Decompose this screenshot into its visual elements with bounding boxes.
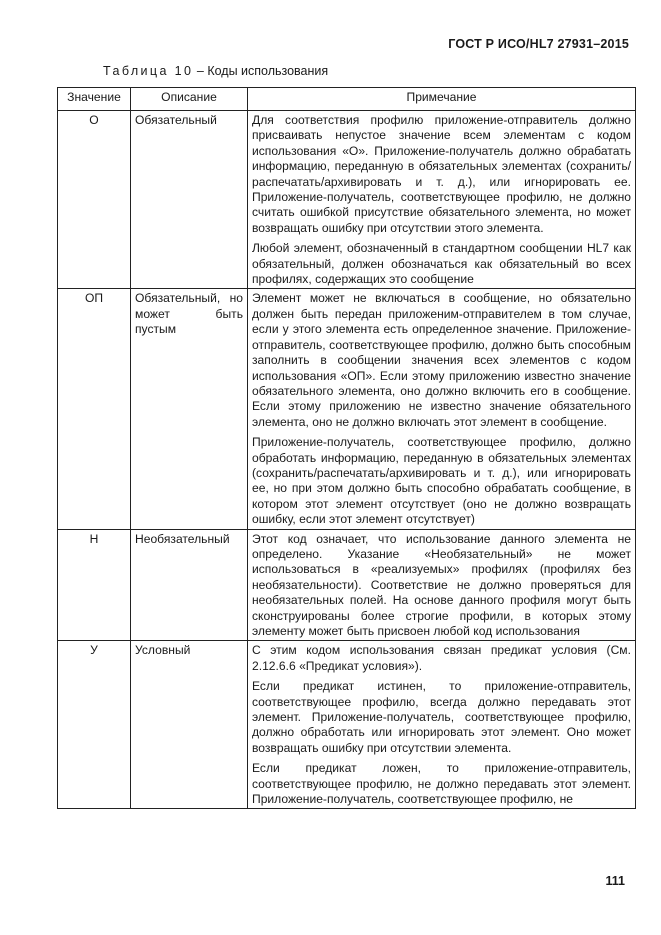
note-paragraph: Элемент может не включаться в сообщение, но обязательно должен быть передан приложеним-отправителем в том случае, если у этого элемента есть определенное значение. Приложение-отправитель, соответствующее профилю, должно быть способным заполнить в сообщении значения всех элементов с кодом использования «ОП». Если этому приложению известно значение обязательного элемента, оно должно включить его в сообщение. Если этому приложению не известно значение обязательного элемента, оно не должно включать этот элемент в сообщение. bbox=[252, 291, 631, 429]
page-number: 111 bbox=[605, 874, 625, 888]
document-id: ГОСТ Р ИСО/HL7 27931–2015 bbox=[448, 37, 629, 51]
note-cell bbox=[248, 529, 636, 641]
note-paragraph: Любой элемент, обозначенный в стандартном сообщении HL7 как обязательный, должен обозначаться как обязательный во всех профилях, содержащих это сообщение bbox=[252, 241, 631, 287]
table-row bbox=[58, 641, 636, 809]
description-cell: Необязательный bbox=[131, 529, 248, 641]
note-paragraph: Для соответствия профилю приложение-отправитель должно присваивать непустое значение всем элементам с кодом использования «О». Приложение-получатель должно обрабатать информацию, переданную в обязательных элементах (сохранить/распечатать/архивировать и т. д.), или игнорировать ее. Приложение-получатель, соответствующее профилю, не должно считать ошибкой присутствие обязательного элемента, но может возвращать ошибку при отсутствии этого элемента. bbox=[252, 113, 631, 235]
code-cell: О bbox=[58, 111, 131, 289]
note-cell bbox=[248, 289, 636, 529]
description-cell: Условный bbox=[131, 641, 248, 809]
note-paragraph: Если предикат истинен, то приложение-отправитель, соответствующее профилю, всегда должно передавать этот элемент. Приложение-получатель, соответствующее профилю, должно обработать или игнорировать этот элемент. Оно может возвращать ошибку при отсутствии элемента. bbox=[252, 679, 631, 755]
code-cell: ОП bbox=[58, 289, 131, 529]
table-row bbox=[58, 529, 636, 641]
code-cell: Н bbox=[58, 529, 131, 641]
table-caption bbox=[103, 64, 328, 78]
table-row bbox=[58, 289, 636, 529]
table-caption-label: Таблица 10 bbox=[103, 64, 194, 78]
note-cell bbox=[248, 111, 636, 289]
code-cell: У bbox=[58, 641, 131, 809]
description-cell: Обязательный, но может быть пустым bbox=[131, 289, 248, 529]
column-header-note: Примечание bbox=[248, 88, 636, 111]
note-paragraph: Этот код означает, что использование данного элемента не определено. Указание «Необязательный» не может использоваться в «реализуемых» профилях (профилях без необязательности). Соответствие не должно проверяться для необязательных полей. На основе данного профиля могут быть сконструированы более строгие профили, в которых этому элементу может быть присвоен любой код использования bbox=[252, 531, 631, 638]
description-cell: Обязательный bbox=[131, 111, 248, 289]
column-header-value: Значение bbox=[58, 88, 131, 111]
column-header-description: Описание bbox=[131, 88, 248, 111]
table-caption-dash: – bbox=[196, 64, 204, 78]
note-paragraph: С этим кодом использования связан предикат условия (См. 2.12.6.6 «Предикат условия»). bbox=[252, 643, 631, 673]
note-paragraph: Если предикат ложен, то приложение-отправитель, соответствующее профилю, не должно передавать этот элемент. Приложение-получатель, соответствующее профилю, не bbox=[252, 761, 631, 807]
table-row bbox=[58, 111, 636, 289]
note-paragraph: Приложение-получатель, соответствующее профилю, должно обработать информацию, переданную в обязательных элементах (сохранить/распечатать/архивировать и т. д.), или игнорировать ее, но при этом должно быть способно обрабатать сообщение, в котором этот элемент отсутствует (оно не должно возвращать ошибку, если этот элемент отсутствует) bbox=[252, 435, 631, 527]
table-header-row bbox=[58, 88, 636, 111]
note-cell bbox=[248, 641, 636, 809]
table-caption-title: Коды использования bbox=[207, 64, 329, 78]
usage-codes-table bbox=[57, 87, 636, 809]
